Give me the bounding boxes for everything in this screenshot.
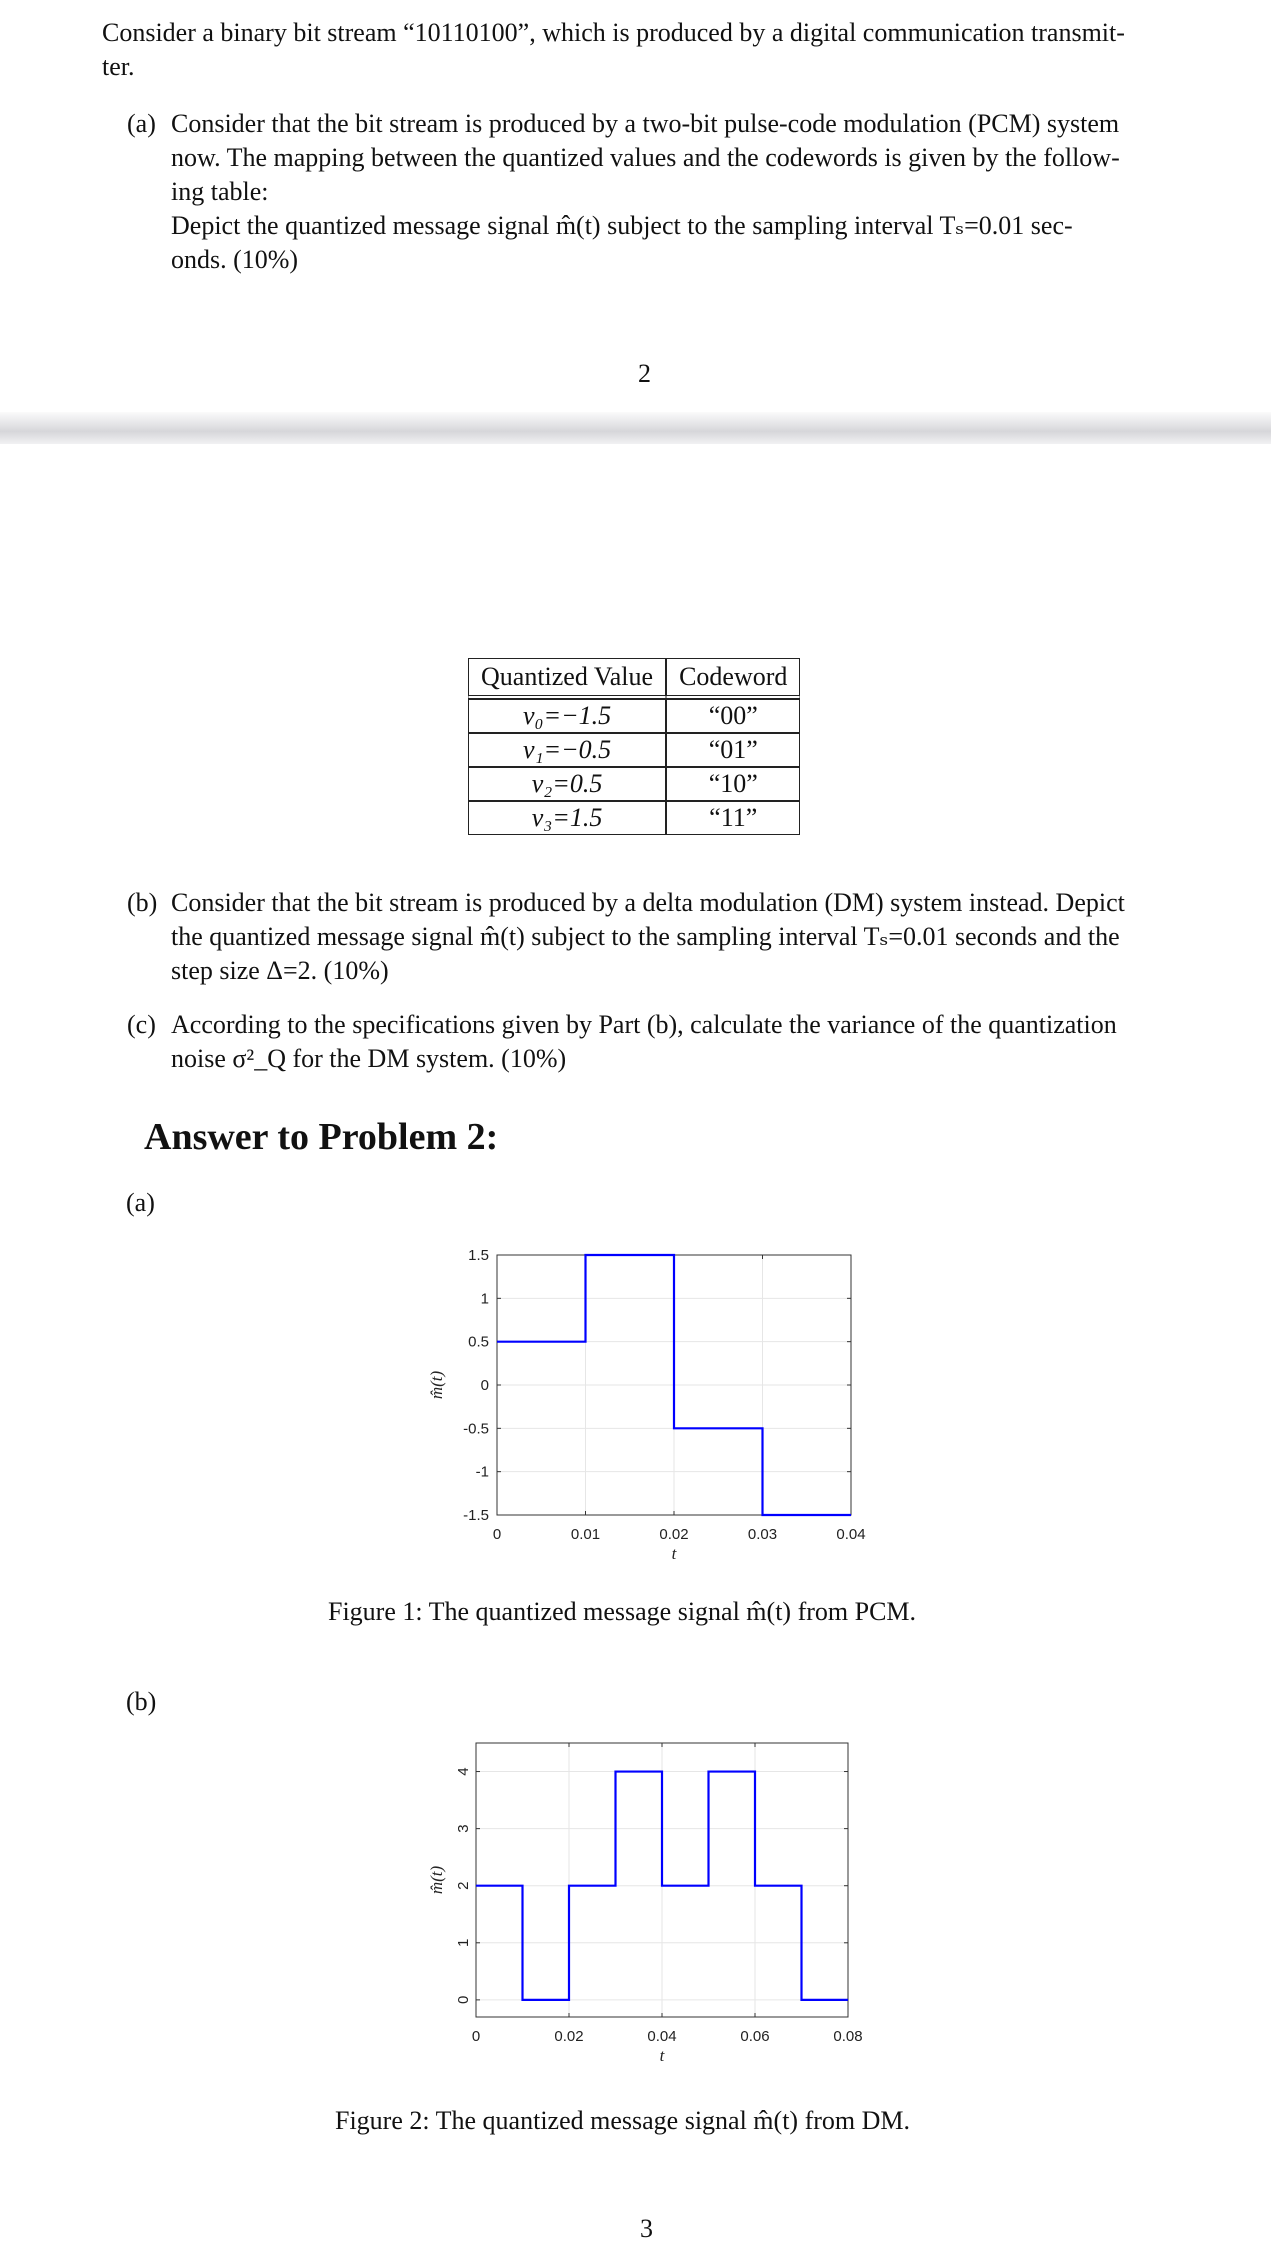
bottom-page-number: 3 [640,2214,653,2243]
table-header-cell: Codeword [666,658,800,699]
y-tick-label: 3 [455,1824,472,1833]
x-tick-label: 0.03 [747,1526,778,1543]
answer-b-label: (b) [126,1687,157,1716]
figure-2-caption: Figure 2: The quantized message signal m̂(t) from DM. [335,2106,911,2135]
figure-1-caption: Figure 1: The quantized message signal m̂(t) from PCM. [328,1597,917,1626]
y-tick-label: 1 [480,1290,489,1308]
table-cell: “01” [666,733,800,767]
x-tick-label: 0.04 [647,2028,677,2045]
table-cell: ν₃=1.5 [468,801,666,835]
y-tick-label: -1.5 [463,1507,489,1524]
page-separator [0,412,1271,444]
x-tick-label: 0.04 [836,1526,866,1543]
y-tick-label: -0.5 [463,1420,489,1438]
y-tick-label: 2 [455,1881,472,1890]
part-b-label: (b) [127,888,158,917]
table-cell: “10” [666,767,800,801]
part-b-line-1: Consider that the bit stream is produced by a delta modulation (DM) system instead. Depict [171,888,1125,917]
intro-line-2: ter. [102,52,135,81]
y-tick-label: 4 [455,1767,472,1776]
part-a-line-3: ing table: [171,177,269,206]
part-a-line-4: Depict the quantized message signal m̂(t) subject to the sampling interval Tₛ=0.01 sec- [171,211,1073,240]
answer-heading: Answer to Problem 2: [144,1116,499,1158]
x-tick-label: 0.01 [570,1526,601,1543]
page-number: 2 [638,359,651,388]
table-cell: ν₀=−1.5 [468,699,666,733]
table-row [468,801,800,835]
table-cell: ν₂=0.5 [468,767,666,801]
x-tick-label: 0.08 [833,2028,863,2045]
answer-a-label: (a) [126,1188,155,1217]
table-row [468,699,800,733]
table-row [468,767,800,801]
x-tick-label: 0 [492,1526,502,1543]
table-cell: “11” [666,801,800,835]
y-axis-label: m̂(t) [427,1865,446,1895]
x-tick-label: 0.02 [659,1526,689,1543]
part-c-line-1: According to the specifications given by Part (b), calculate the variance of the quantization [171,1010,1117,1039]
table-cell: ν₁=−0.5 [468,733,666,767]
y-tick-label: 0.5 [468,1333,489,1351]
x-axis-label: t [671,1544,677,1563]
y-tick-label: 0 [480,1377,489,1394]
part-b-line-2: the quantized message signal m̂(t) subject to the sampling interval Tₛ=0.01 seconds and the [171,922,1120,951]
y-tick-label: -1 [475,1463,489,1481]
table-header-cell: Quantized Value [468,658,666,699]
x-tick-label: 0.06 [740,2028,770,2045]
part-c-label: (c) [127,1010,156,1039]
quantization-table [468,658,800,835]
part-a-line-1: Consider that the bit stream is produced by a two-bit pulse-code modulation (PCM) system [171,109,1120,138]
figure-2-chart [0,1725,1271,2085]
part-a-line-2: now. The mapping between the quantized values and the codewords is given by the follow- [171,143,1120,172]
part-c-line-2: noise σ²_Q for the DM system. (10%) [171,1044,567,1073]
part-a-line-5: onds. (10%) [171,245,299,274]
part-a-label: (a) [127,109,156,138]
table-cell: “00” [666,699,800,733]
figure-1-chart [0,1225,1271,1575]
y-axis-label: m̂(t) [427,1370,446,1400]
y-tick-label: 0 [455,1995,472,2005]
table-header-row [468,658,800,699]
y-tick-label: 1.5 [468,1247,489,1264]
x-tick-label: 0 [471,2028,481,2045]
x-axis-label: t [659,2046,665,2065]
x-tick-label: 0.02 [554,2028,584,2045]
y-tick-label: 1 [455,1938,472,1947]
intro-line-1: Consider a binary bit stream “10110100”, which is produced by a digital communication transmit- [102,18,1125,47]
part-b-line-3: step size Δ=2. (10%) [171,956,389,985]
table-row [468,733,800,767]
